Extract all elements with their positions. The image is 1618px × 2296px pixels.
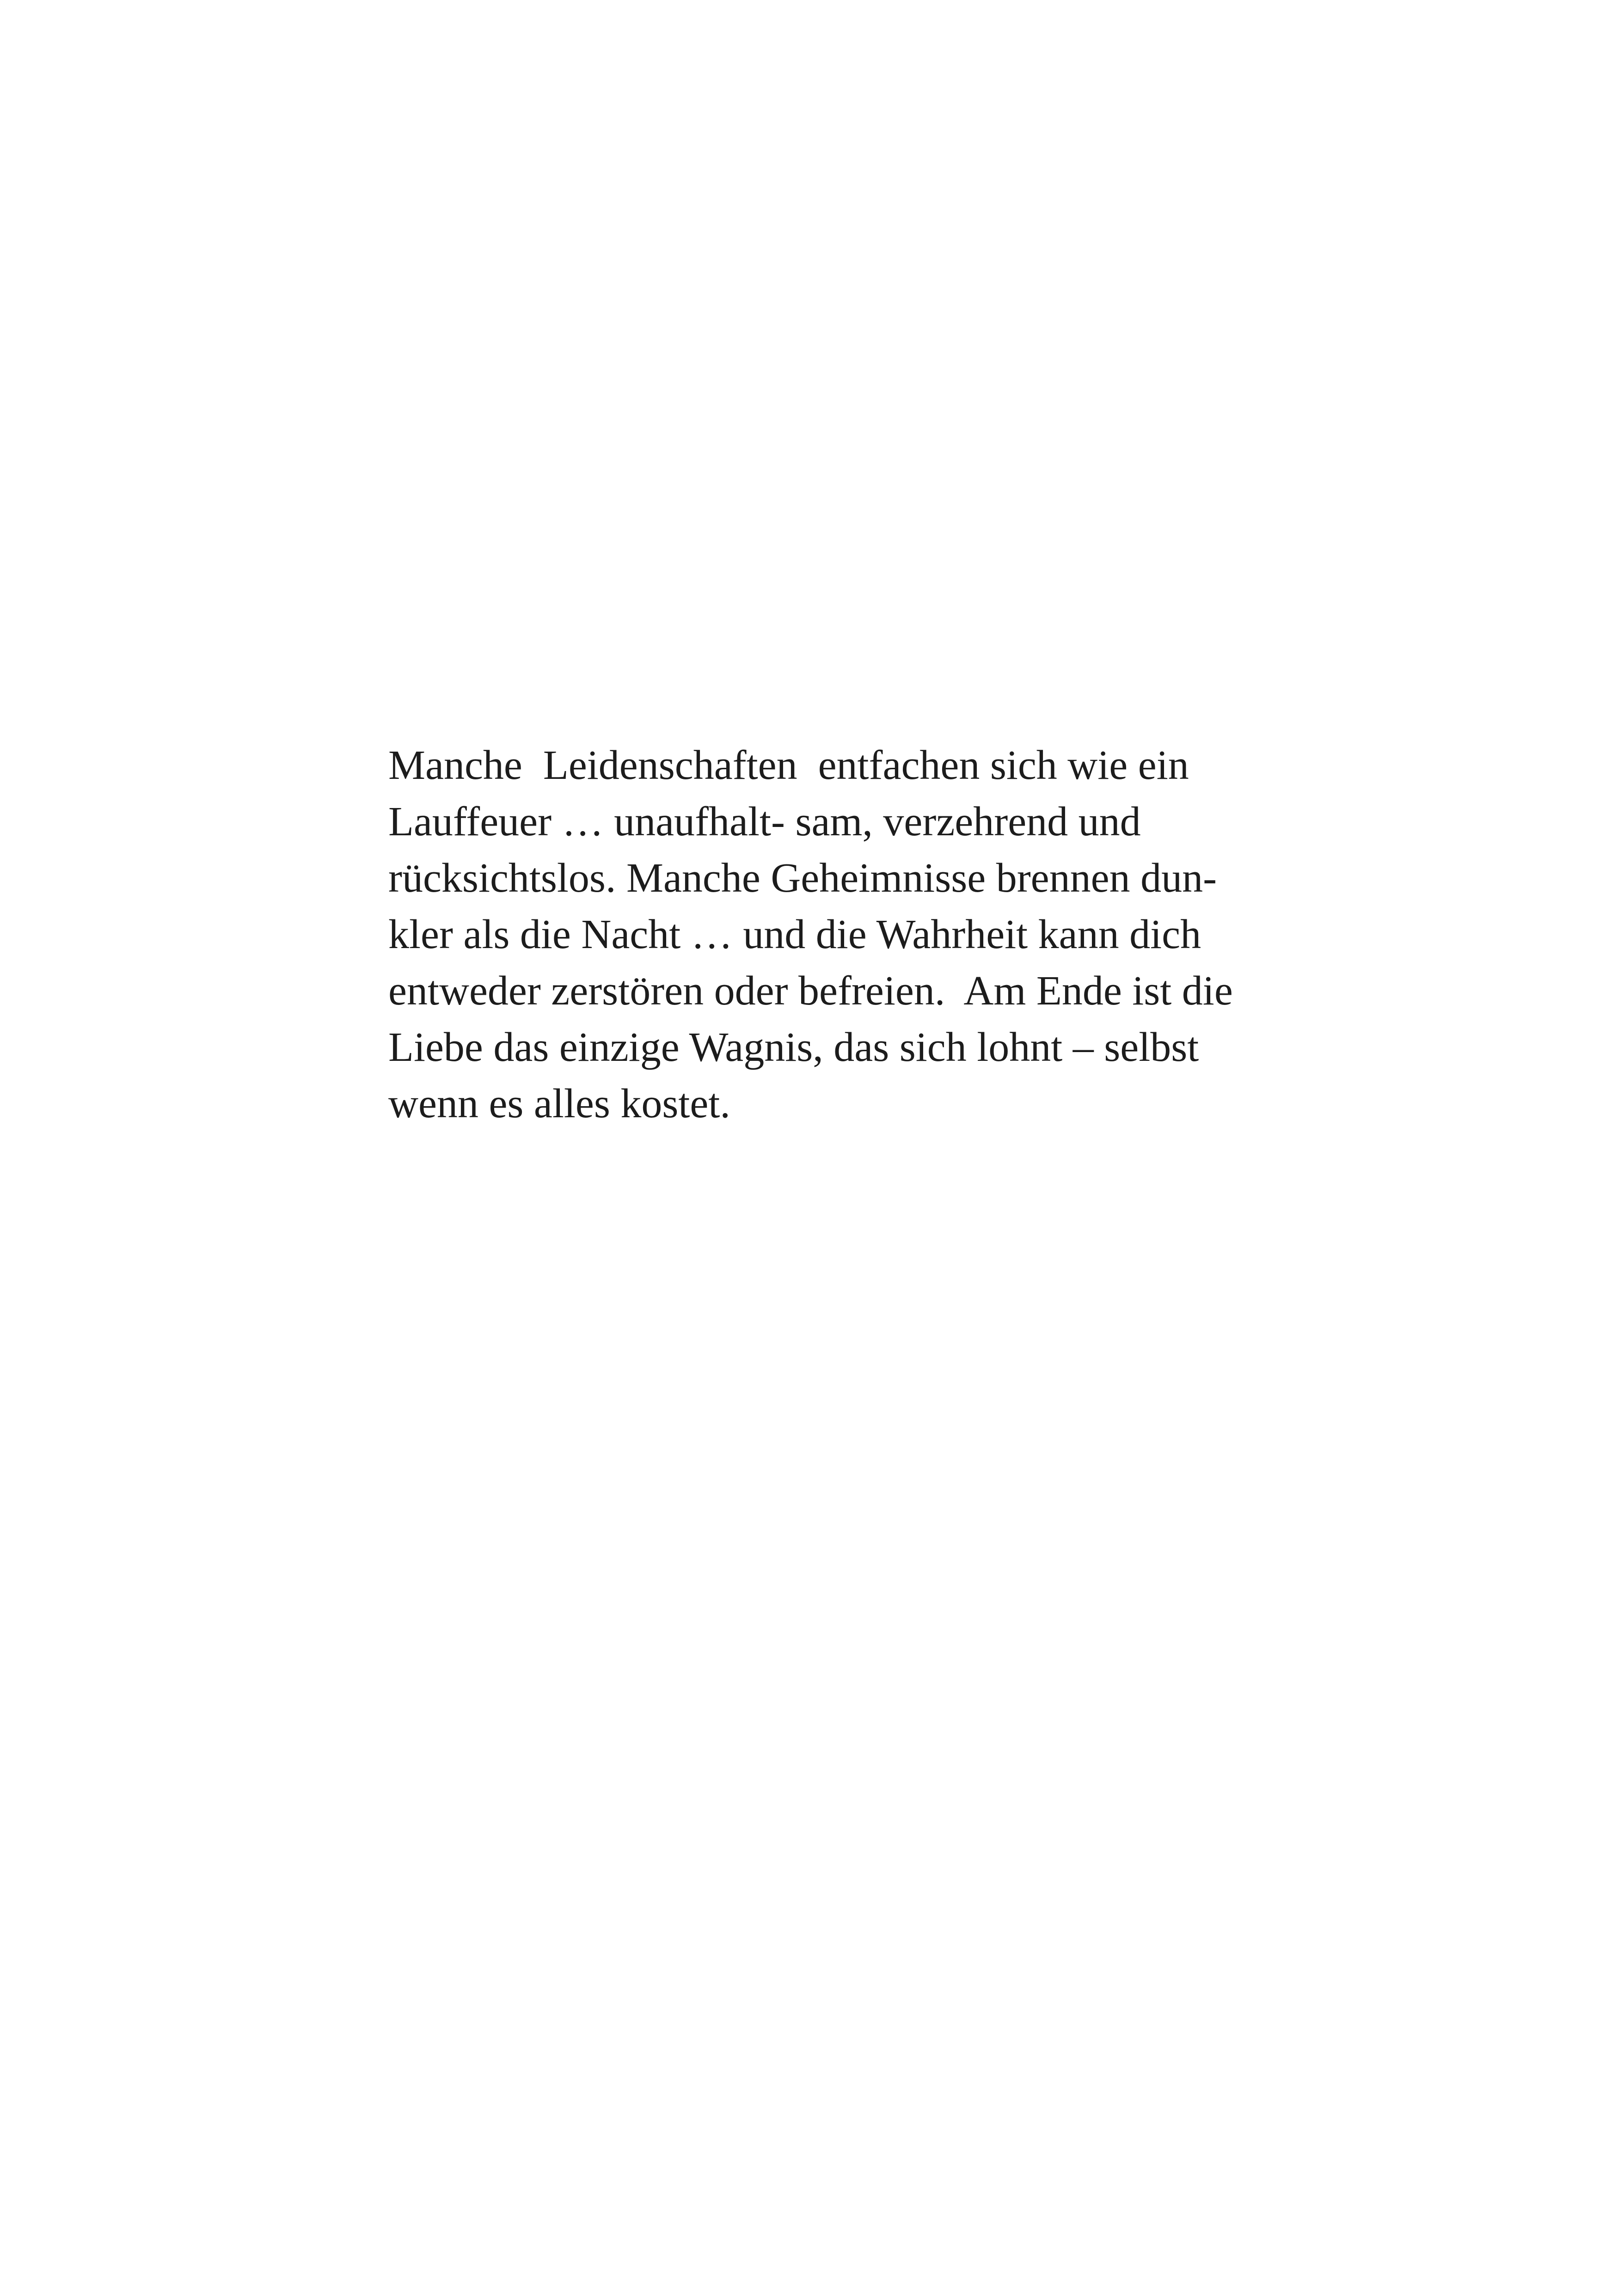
blurb-line-4: kler als die Nacht … und die Wahrheit kann dich (388, 912, 1201, 957)
blurb-line-5: entweder zerstören oder befreien. Am Ende ist die (388, 968, 1233, 1014)
blurb-line-3: rücksichtslos. Manche Geheimnisse brennen dun- (388, 855, 1217, 901)
blurb-line-1: Manche Leidenschaften entfachen sich wie ein (388, 742, 1189, 788)
blurb-line-6: Liebe das einzige Wagnis, das sich lohnt – selbst (388, 1024, 1199, 1070)
blurb-line-2: Lauffeuer … unaufhalt- sam, verzehrend und (388, 799, 1141, 845)
blurb-line-7: wenn es alles kostet. (388, 1081, 730, 1127)
blurb-text (388, 737, 1313, 1132)
